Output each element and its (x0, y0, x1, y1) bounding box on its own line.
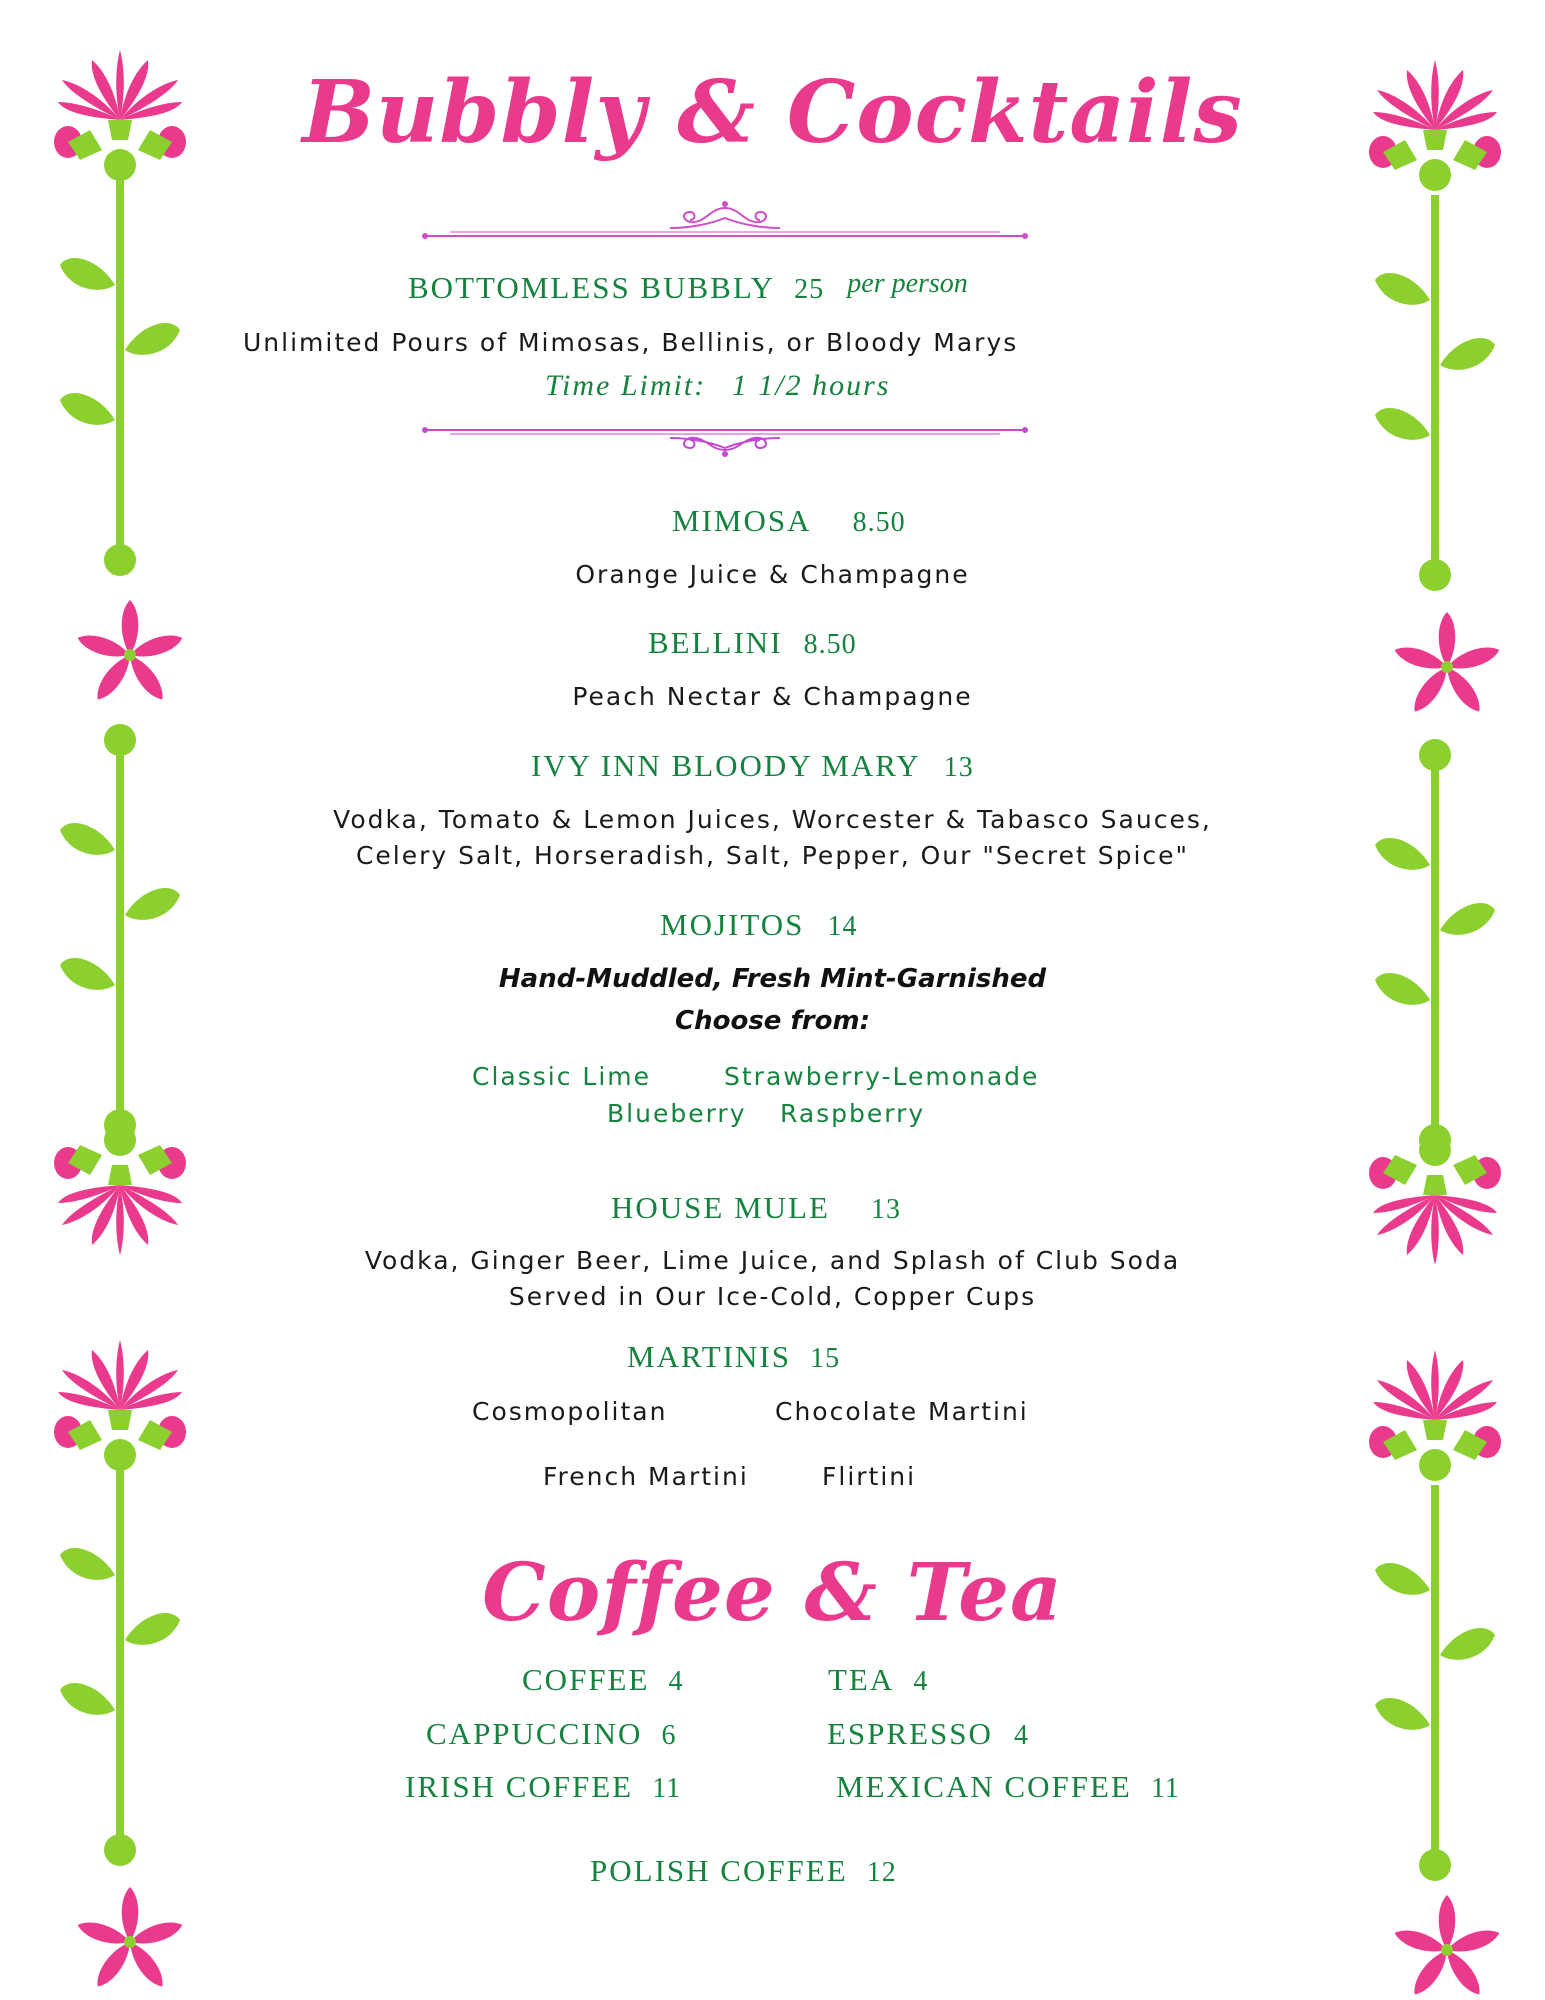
bloody-mary-name: IVY INN BLOODY MARY (531, 748, 921, 783)
coffee-tea-title: Coffee & Tea (482, 1545, 1063, 1639)
bellini-name: BELLINI (648, 625, 783, 660)
mexican-coffee-item (836, 1769, 1180, 1805)
cappuccino-price: 6 (661, 1720, 677, 1751)
bottomless-desc: Unlimited Pours of Mimosas, Bellinis, or Bloody Marys (243, 328, 1019, 357)
bloody-mary-header (531, 748, 974, 784)
bottomless-header (408, 270, 968, 306)
martini-option: Chocolate Martini (775, 1397, 1029, 1426)
mimosa-header (672, 503, 906, 539)
espresso-name: ESPRESSO (827, 1716, 993, 1751)
time-limit-value: 1 1/2 hours (731, 369, 891, 402)
house-mule-desc-2: Served in Our Ice-Cold, Copper Cups (508, 1282, 1037, 1311)
polish-coffee-price: 12 (866, 1857, 897, 1888)
time-limit (545, 368, 890, 403)
mojito-option: Classic Lime (472, 1062, 652, 1091)
martinis-header (627, 1339, 840, 1375)
mimosa-desc: Orange Juice & Champagne (575, 560, 970, 589)
time-limit-label: Time Limit: (545, 369, 707, 402)
mexican-coffee-price: 11 (1150, 1773, 1180, 1804)
mojitos-price: 14 (827, 911, 858, 942)
mojitos-desc-2: Choose from: (675, 1006, 870, 1036)
martini-option: Flirtini (822, 1462, 917, 1491)
mojito-option: Blueberry (607, 1099, 747, 1128)
tea-item (828, 1662, 928, 1698)
irish-coffee-item (405, 1769, 681, 1805)
irish-coffee-price: 11 (652, 1773, 682, 1804)
ornament-divider-bottom (420, 418, 1030, 458)
martini-option: Cosmopolitan (472, 1397, 668, 1426)
house-mule-header (611, 1190, 901, 1226)
tea-name: TEA (828, 1662, 895, 1697)
bellini-price: 8.50 (803, 629, 857, 660)
espresso-item (827, 1716, 1029, 1752)
mimosa-name: MIMOSA (672, 503, 812, 538)
polish-coffee-item (590, 1853, 897, 1889)
cappuccino-item (426, 1716, 676, 1752)
bellini-header (648, 625, 857, 661)
house-mule-name: HOUSE MULE (611, 1190, 830, 1225)
mojitos-name: MOJITOS (660, 907, 805, 942)
tea-price: 4 (913, 1666, 929, 1697)
house-mule-desc-1: Vodka, Ginger Beer, Lime Juice, and Splash of Club Soda (364, 1246, 1181, 1275)
page-title: Bubbly & Cocktails (302, 62, 1243, 163)
bloody-mary-price: 13 (943, 752, 974, 783)
martini-option: French Martini (543, 1462, 749, 1491)
polish-coffee-name: POLISH COFFEE (590, 1853, 848, 1888)
bottomless-name: BOTTOMLESS BUBBLY (408, 270, 776, 305)
bloody-mary-desc-2: Celery Salt, Horseradish, Salt, Pepper, Our "Secret Spice" (355, 841, 1190, 870)
martinis-price: 15 (810, 1343, 841, 1374)
coffee-item (522, 1662, 684, 1698)
mojito-option: Strawberry-Lemonade (724, 1062, 1040, 1091)
espresso-price: 4 (1014, 1720, 1029, 1751)
ornament-divider-top (420, 200, 1030, 240)
mexican-coffee-name: MEXICAN COFFEE (836, 1769, 1132, 1804)
bellini-desc: Peach Nectar & Champagne (572, 682, 973, 711)
house-mule-price: 13 (871, 1194, 902, 1225)
cappuccino-name: CAPPUCCINO (426, 1716, 643, 1751)
mojito-option: Raspberry (780, 1099, 926, 1128)
coffee-name: COFFEE (522, 1662, 650, 1697)
bottomless-per: per person (847, 268, 968, 299)
mojitos-desc-1: Hand-Muddled, Fresh Mint-Garnished (498, 964, 1047, 994)
mojitos-header (660, 907, 857, 943)
irish-coffee-name: IRISH COFFEE (405, 1769, 634, 1804)
bloody-mary-desc-1: Vodka, Tomato & Lemon Juices, Worcester & Tabasco Sauces, (333, 805, 1212, 834)
coffee-price: 4 (668, 1666, 684, 1697)
martinis-name: MARTINIS (627, 1339, 791, 1374)
mimosa-price: 8.50 (852, 507, 906, 538)
bottomless-price: 25 (794, 274, 825, 305)
